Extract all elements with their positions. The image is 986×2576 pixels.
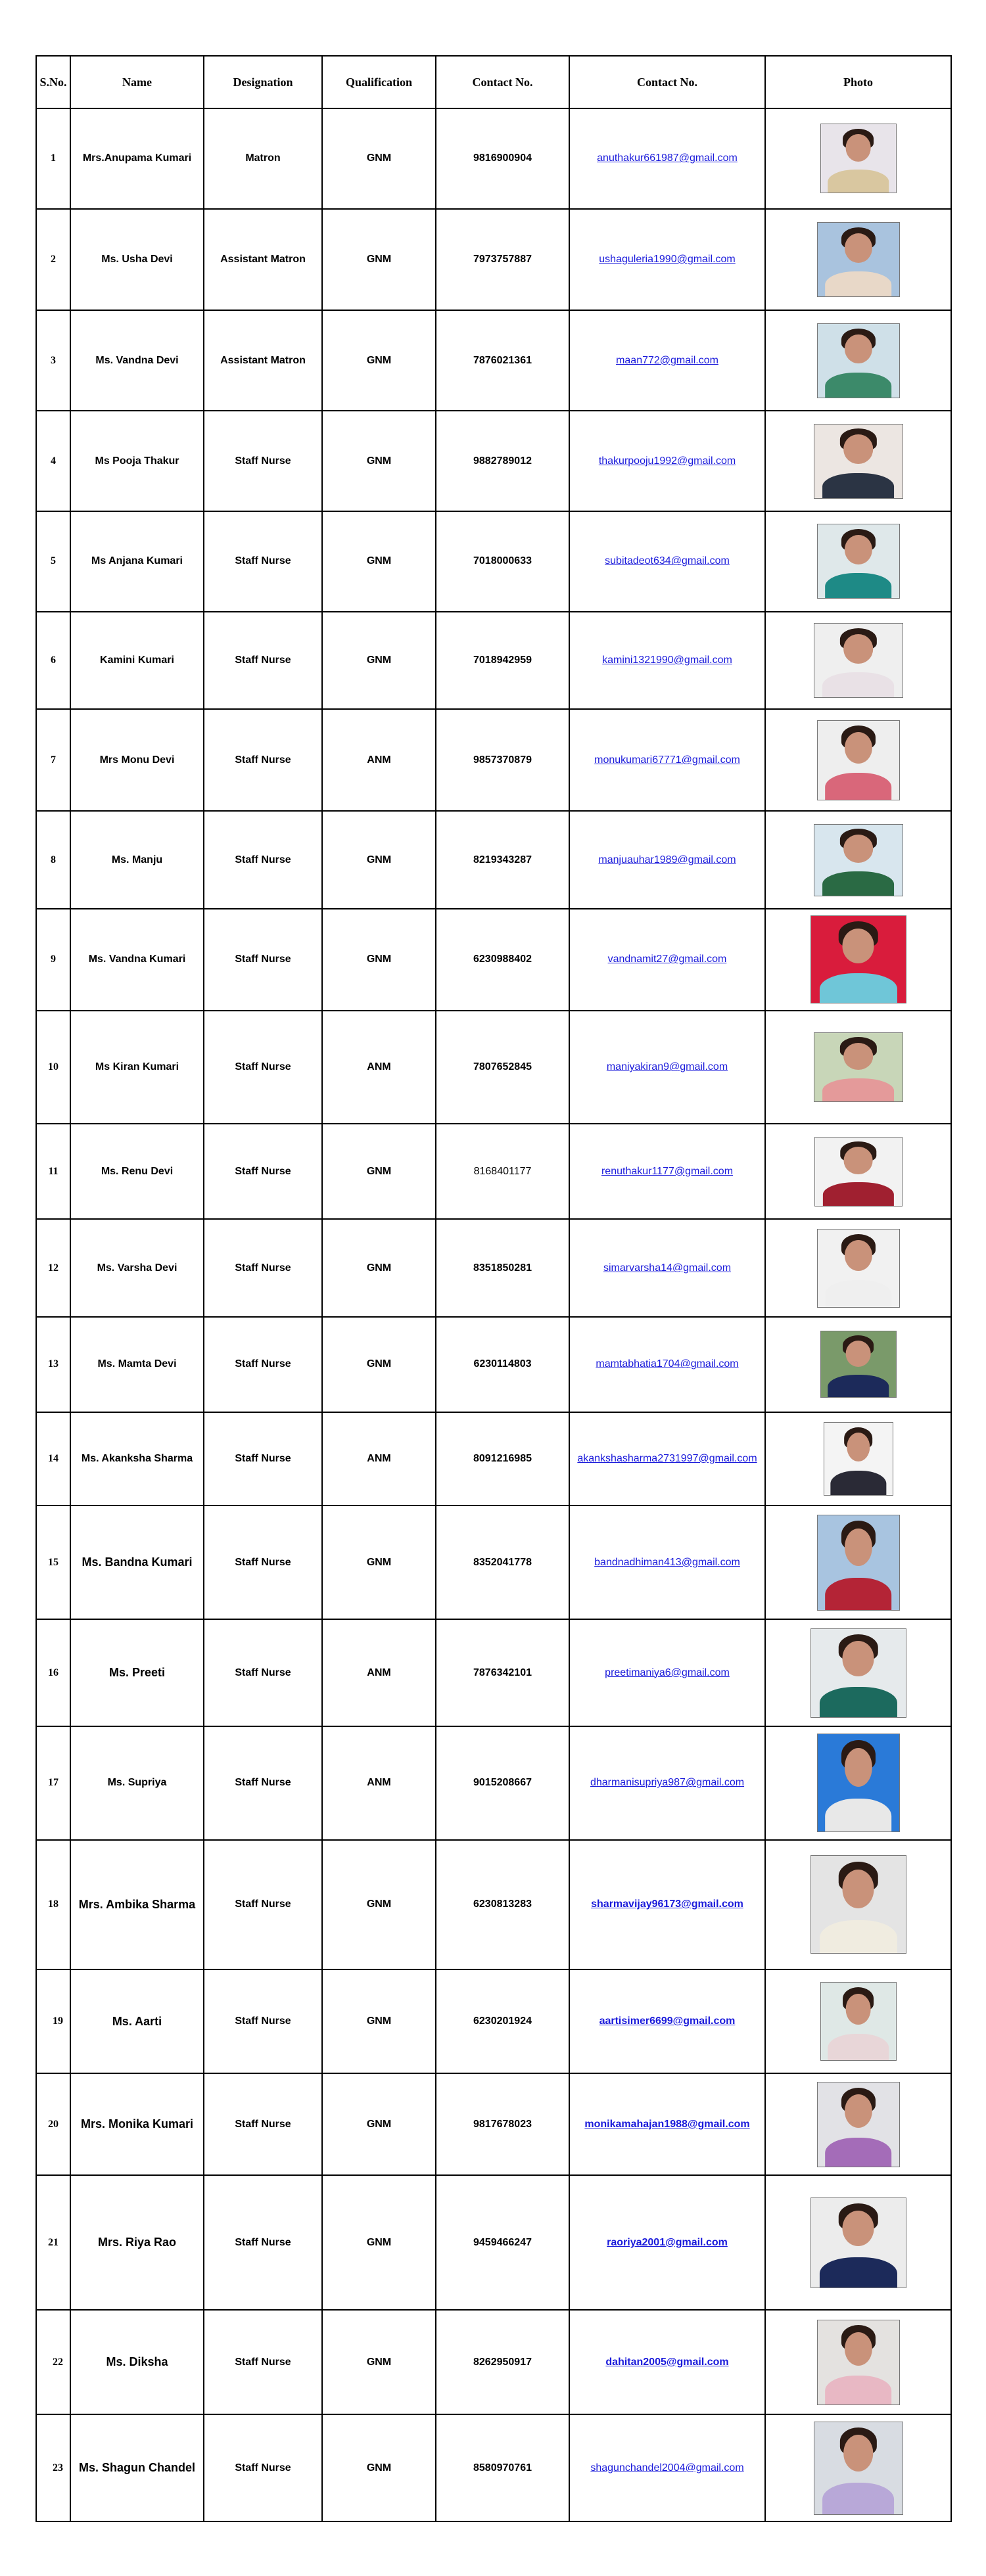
photo-body xyxy=(828,170,889,193)
email-link[interactable]: maan772@gmail.com xyxy=(616,354,718,366)
photo-cell xyxy=(765,108,951,209)
phone-cell: 7973757887 xyxy=(436,209,569,311)
serial-number-cell: 16 xyxy=(36,1619,70,1726)
phone-cell: 8091216985 xyxy=(436,1412,569,1506)
staff-photo xyxy=(810,915,906,1003)
name-cell: Ms. Usha Devi xyxy=(70,209,204,311)
designation-cell: Staff Nurse xyxy=(204,2175,322,2310)
staff-photo xyxy=(820,124,897,193)
photo-cell xyxy=(765,811,951,909)
email-cell xyxy=(569,909,765,1011)
name-cell: Ms. Aarti xyxy=(70,1969,204,2074)
photo-face xyxy=(844,535,872,564)
name-cell: Mrs.Anupama Kumari xyxy=(70,108,204,209)
table-row xyxy=(36,2073,951,2175)
photo-body xyxy=(825,1799,892,1832)
photo-face xyxy=(843,1043,874,1070)
email-link[interactable]: thakurpooju1992@gmail.com xyxy=(598,455,736,467)
serial-number-cell: 2 xyxy=(36,209,70,311)
name-cell: Ms Anjana Kumari xyxy=(70,511,204,612)
email-cell xyxy=(569,1726,765,1840)
header-name: Name xyxy=(70,56,204,108)
photo-body xyxy=(825,573,892,599)
header-qualification: Qualification xyxy=(322,56,436,108)
photo-cell xyxy=(765,2073,951,2175)
photo-body xyxy=(825,373,892,398)
photo-cell xyxy=(765,1969,951,2074)
email-link[interactable]: dharmanisupriya987@gmail.com xyxy=(590,1777,745,1789)
serial-number-cell: 10 xyxy=(36,1011,70,1124)
photo-body xyxy=(825,773,892,800)
table-row xyxy=(36,612,951,710)
email-cell xyxy=(569,709,765,811)
table-row xyxy=(36,811,951,909)
photo-face xyxy=(844,1529,872,1567)
email-cell xyxy=(569,612,765,710)
photo-body xyxy=(825,2138,892,2167)
designation-cell: Matron xyxy=(204,108,322,209)
email-link[interactable]: sharmavijay96173@gmail.com xyxy=(591,1898,743,1910)
photo-body xyxy=(825,2376,892,2405)
photo-face xyxy=(845,1994,871,2025)
photo-face xyxy=(843,2435,874,2472)
phone-cell: 8219343287 xyxy=(436,811,569,909)
table-row xyxy=(36,709,951,811)
name-cell: Ms. Vandna Devi xyxy=(70,310,204,411)
photo-body xyxy=(828,1375,889,1398)
photo-body xyxy=(822,1078,895,1102)
table-row xyxy=(36,310,951,411)
photo-body xyxy=(822,871,895,896)
photo-face xyxy=(844,1748,872,1787)
email-link[interactable]: raoriya2001@gmail.com xyxy=(607,2236,728,2248)
photo-cell xyxy=(765,209,951,311)
photo-face xyxy=(842,2211,874,2246)
table-row xyxy=(36,1124,951,1219)
staff-photo xyxy=(810,1855,906,1954)
designation-cell: Staff Nurse xyxy=(204,1011,322,1124)
designation-cell: Staff Nurse xyxy=(204,1124,322,1219)
qualification-cell: GNM xyxy=(322,1124,436,1219)
table-row xyxy=(36,2414,951,2521)
table-row xyxy=(36,1412,951,1506)
table-row xyxy=(36,1011,951,1124)
photo-body xyxy=(822,1182,893,1206)
designation-cell: Staff Nurse xyxy=(204,811,322,909)
table-row xyxy=(36,1317,951,1412)
email-link[interactable]: preetimaniya6@gmail.com xyxy=(605,1667,730,1678)
table-row xyxy=(36,1969,951,2074)
designation-cell: Staff Nurse xyxy=(204,411,322,511)
serial-number-cell: 18 xyxy=(36,1840,70,1969)
serial-number-cell: 21 xyxy=(36,2175,70,2310)
email-link[interactable]: vandnamit27@gmail.com xyxy=(607,954,727,965)
photo-body xyxy=(819,973,897,1003)
photo-face xyxy=(843,1147,873,1174)
staff-photo xyxy=(817,323,900,398)
serial-number-cell: 20 xyxy=(36,2073,70,2175)
header-designation: Designation xyxy=(204,56,322,108)
table-row xyxy=(36,2175,951,2310)
photo-cell xyxy=(765,909,951,1011)
staff-photo xyxy=(817,1515,900,1611)
qualification-cell: GNM xyxy=(322,1840,436,1969)
serial-number-cell: 15 xyxy=(36,1506,70,1619)
designation-cell: Staff Nurse xyxy=(204,1726,322,1840)
phone-cell: 9882789012 xyxy=(436,411,569,511)
staff-photo xyxy=(814,2422,903,2515)
phone-cell: 9015208667 xyxy=(436,1726,569,1840)
staff-photo xyxy=(824,1422,893,1496)
qualification-cell: GNM xyxy=(322,909,436,1011)
qualification-cell: GNM xyxy=(322,411,436,511)
table-row xyxy=(36,909,951,1011)
photo-face xyxy=(844,2332,872,2366)
table-row xyxy=(36,1726,951,1840)
designation-cell: Staff Nurse xyxy=(204,2073,322,2175)
staff-photo xyxy=(817,1734,900,1832)
email-cell xyxy=(569,2414,765,2521)
qualification-cell: GNM xyxy=(322,811,436,909)
staff-photo xyxy=(814,824,903,896)
name-cell: Ms. Diksha xyxy=(70,2310,204,2414)
serial-number-cell: 7 xyxy=(36,709,70,811)
staff-table xyxy=(35,55,952,2522)
table-row xyxy=(36,1840,951,1969)
email-link[interactable]: simarvarsha14@gmail.com xyxy=(603,1262,732,1274)
photo-face xyxy=(844,732,872,764)
serial-number-cell: 6 xyxy=(36,612,70,710)
photo-cell xyxy=(765,1506,951,1619)
photo-cell xyxy=(765,411,951,511)
email-link[interactable]: akankshasharma2731997@gmail.com xyxy=(577,1452,757,1464)
photo-face xyxy=(844,2094,872,2128)
qualification-cell: GNM xyxy=(322,1506,436,1619)
serial-number-cell: 11 xyxy=(36,1124,70,1219)
email-link[interactable]: mamtabhatia1704@gmail.com xyxy=(596,1358,739,1370)
email-link[interactable]: manjuauhar1989@gmail.com xyxy=(598,854,736,865)
photo-body xyxy=(825,1578,892,1611)
photo-face xyxy=(845,1341,871,1367)
photo-body xyxy=(828,2034,889,2061)
serial-number-cell: 4 xyxy=(36,411,70,511)
qualification-cell: GNM xyxy=(322,2073,436,2175)
designation-cell: Assistant Matron xyxy=(204,209,322,311)
designation-cell: Staff Nurse xyxy=(204,1969,322,2074)
staff-photo xyxy=(820,1331,897,1398)
photo-cell xyxy=(765,1317,951,1412)
email-link[interactable]: aartisimer6699@gmail.com xyxy=(599,2015,736,2027)
name-cell: Ms. Varsha Devi xyxy=(70,1219,204,1317)
photo-face xyxy=(844,1240,872,1271)
name-cell: Mrs. Ambika Sharma xyxy=(70,1840,204,1969)
photo-cell xyxy=(765,310,951,411)
photo-cell xyxy=(765,2414,951,2521)
email-cell xyxy=(569,310,765,411)
photo-cell xyxy=(765,1219,951,1317)
photo-body xyxy=(825,1280,892,1307)
staff-photo xyxy=(817,720,900,800)
phone-cell: 7876342101 xyxy=(436,1619,569,1726)
photo-cell xyxy=(765,1412,951,1506)
phone-cell: 6230114803 xyxy=(436,1317,569,1412)
name-cell: Kamini Kumari xyxy=(70,612,204,710)
phone-cell: 8351850281 xyxy=(436,1219,569,1317)
name-cell: Ms. Manju xyxy=(70,811,204,909)
photo-body xyxy=(822,672,895,698)
photo-face xyxy=(843,434,874,464)
table-row xyxy=(36,411,951,511)
designation-cell: Staff Nurse xyxy=(204,1412,322,1506)
photo-cell xyxy=(765,2175,951,2310)
name-cell: Ms. Preeti xyxy=(70,1619,204,1726)
name-cell: Mrs. Monika Kumari xyxy=(70,2073,204,2175)
qualification-cell: GNM xyxy=(322,2414,436,2521)
table-row xyxy=(36,1506,951,1619)
staff-photo xyxy=(814,623,903,698)
serial-number-cell: 9 xyxy=(36,909,70,1011)
phone-cell: 9816900904 xyxy=(436,108,569,209)
qualification-cell: GNM xyxy=(322,108,436,209)
phone-cell: 6230813283 xyxy=(436,1840,569,1969)
serial-number-cell: 14 xyxy=(36,1412,70,1506)
email-cell xyxy=(569,1317,765,1412)
email-cell xyxy=(569,2073,765,2175)
staff-photo xyxy=(814,1137,903,1207)
serial-number-cell: 17 xyxy=(36,1726,70,1840)
staff-photo xyxy=(814,1032,903,1102)
designation-cell: Staff Nurse xyxy=(204,709,322,811)
photo-cell xyxy=(765,1124,951,1219)
phone-cell: 8352041778 xyxy=(436,1506,569,1619)
name-cell: Ms. Vandna Kumari xyxy=(70,909,204,1011)
designation-cell: Staff Nurse xyxy=(204,2414,322,2521)
name-cell: Ms Kiran Kumari xyxy=(70,1011,204,1124)
staff-photo xyxy=(820,1982,897,2061)
name-cell: Mrs. Riya Rao xyxy=(70,2175,204,2310)
email-link[interactable]: monikamahajan1988@gmail.com xyxy=(584,2118,750,2130)
phone-cell: 7807652845 xyxy=(436,1011,569,1124)
qualification-cell: GNM xyxy=(322,2175,436,2310)
staff-photo xyxy=(810,1628,906,1718)
serial-number-cell: 1 xyxy=(36,108,70,209)
photo-face xyxy=(842,929,874,963)
qualification-cell: GNM xyxy=(322,1969,436,2074)
serial-number-cell: 13 xyxy=(36,1317,70,1412)
email-link[interactable]: renuthakur1177@gmail.com xyxy=(601,1165,734,1177)
staff-photo xyxy=(817,2320,900,2405)
qualification-cell: ANM xyxy=(322,1726,436,1840)
designation-cell: Staff Nurse xyxy=(204,2310,322,2414)
email-cell xyxy=(569,1219,765,1317)
phone-cell: 6230988402 xyxy=(436,909,569,1011)
email-cell xyxy=(569,209,765,311)
email-link[interactable]: ushaguleria1990@gmail.com xyxy=(599,254,736,265)
phone-cell: 7876021361 xyxy=(436,310,569,411)
email-cell xyxy=(569,2310,765,2414)
table-row xyxy=(36,511,951,612)
photo-body xyxy=(830,1471,886,1496)
phone-cell: 6230201924 xyxy=(436,1969,569,2074)
header-contact-phone: Contact No. xyxy=(436,56,569,108)
name-cell: Ms. Renu Devi xyxy=(70,1124,204,1219)
designation-cell: Staff Nurse xyxy=(204,1317,322,1412)
photo-face xyxy=(843,634,874,664)
phone-cell: 7018000633 xyxy=(436,511,569,612)
email-link[interactable]: bandnadhiman413@gmail.com xyxy=(594,1556,740,1568)
email-link[interactable]: kamini1321990@gmail.com xyxy=(602,655,732,666)
serial-number-cell: 5 xyxy=(36,511,70,612)
photo-face xyxy=(843,835,874,863)
email-link[interactable]: maniyakiran9@gmail.com xyxy=(606,1061,728,1073)
name-cell: Ms. Bandna Kumari xyxy=(70,1506,204,1619)
header-photo: Photo xyxy=(765,56,951,108)
name-cell: Ms. Akanksha Sharma xyxy=(70,1412,204,1506)
qualification-cell: ANM xyxy=(322,709,436,811)
email-link[interactable]: monukumari67771@gmail.com xyxy=(594,754,740,766)
table-row xyxy=(36,2310,951,2414)
email-cell xyxy=(569,411,765,511)
email-cell xyxy=(569,1619,765,1726)
phone-cell: 8580970761 xyxy=(436,2414,569,2521)
qualification-cell: GNM xyxy=(322,511,436,612)
photo-body xyxy=(819,2257,897,2288)
email-cell xyxy=(569,108,765,209)
photo-cell xyxy=(765,612,951,710)
designation-cell: Staff Nurse xyxy=(204,511,322,612)
photo-cell xyxy=(765,1726,951,1840)
designation-cell: Staff Nurse xyxy=(204,1619,322,1726)
email-cell xyxy=(569,1969,765,2074)
phone-cell: 8168401177 xyxy=(436,1124,569,1219)
header-sno: S.No. xyxy=(36,56,70,108)
email-cell xyxy=(569,811,765,909)
designation-cell: Staff Nurse xyxy=(204,1840,322,1969)
email-cell xyxy=(569,511,765,612)
designation-cell: Assistant Matron xyxy=(204,310,322,411)
table-row xyxy=(36,108,951,209)
qualification-cell: GNM xyxy=(322,1317,436,1412)
qualification-cell: GNM xyxy=(322,1219,436,1317)
table-row xyxy=(36,209,951,311)
photo-face xyxy=(844,334,872,364)
table-row xyxy=(36,1619,951,1726)
phone-cell: 9857370879 xyxy=(436,709,569,811)
email-cell xyxy=(569,1506,765,1619)
serial-number-cell: 23 xyxy=(36,2414,70,2521)
designation-cell: Staff Nurse xyxy=(204,909,322,1011)
photo-body xyxy=(819,1920,897,1954)
email-link[interactable]: dahitan2005@gmail.com xyxy=(605,2356,729,2368)
designation-cell: Staff Nurse xyxy=(204,1219,322,1317)
qualification-cell: GNM xyxy=(322,209,436,311)
phone-cell: 9817678023 xyxy=(436,2073,569,2175)
photo-cell xyxy=(765,1619,951,1726)
qualification-cell: GNM xyxy=(322,310,436,411)
qualification-cell: GNM xyxy=(322,612,436,710)
staff-photo xyxy=(817,222,900,297)
photo-face xyxy=(842,1870,874,1908)
qualification-cell: GNM xyxy=(322,2310,436,2414)
email-cell xyxy=(569,1011,765,1124)
name-cell: Ms. Shagun Chandel xyxy=(70,2414,204,2521)
email-link[interactable]: shagunchandel2004@gmail.com xyxy=(590,2462,744,2473)
photo-body xyxy=(822,473,895,499)
photo-face xyxy=(845,134,871,162)
email-cell xyxy=(569,2175,765,2310)
serial-number-cell: 19 xyxy=(36,1969,70,2074)
email-cell xyxy=(569,1124,765,1219)
photo-body xyxy=(819,1687,897,1718)
email-cell xyxy=(569,1840,765,1969)
qualification-cell: ANM xyxy=(322,1412,436,1506)
staff-photo xyxy=(817,524,900,599)
qualification-cell: ANM xyxy=(322,1011,436,1124)
designation-cell: Staff Nurse xyxy=(204,612,322,710)
name-cell: Ms. Mamta Devi xyxy=(70,1317,204,1412)
phone-cell: 9459466247 xyxy=(436,2175,569,2310)
photo-cell xyxy=(765,2310,951,2414)
email-link[interactable]: subitadeot634@gmail.com xyxy=(605,555,730,567)
name-cell: Ms Pooja Thakur xyxy=(70,411,204,511)
designation-cell: Staff Nurse xyxy=(204,1506,322,1619)
staff-photo xyxy=(817,2082,900,2167)
serial-number-cell: 22 xyxy=(36,2310,70,2414)
email-link[interactable]: anuthakur661987@gmail.com xyxy=(597,152,738,164)
email-cell xyxy=(569,1412,765,1506)
header-contact-email: Contact No. xyxy=(569,56,765,108)
photo-cell xyxy=(765,511,951,612)
photo-face xyxy=(842,1641,874,1676)
serial-number-cell: 3 xyxy=(36,310,70,411)
photo-face xyxy=(847,1433,870,1461)
photo-cell xyxy=(765,1011,951,1124)
photo-body xyxy=(825,271,892,297)
photo-body xyxy=(822,2483,895,2515)
photo-face xyxy=(844,233,872,263)
name-cell: Ms. Supriya xyxy=(70,1726,204,1840)
photo-cell xyxy=(765,709,951,811)
photo-cell xyxy=(765,1840,951,1969)
staff-photo xyxy=(810,2197,906,2288)
serial-number-cell: 8 xyxy=(36,811,70,909)
phone-cell: 8262950917 xyxy=(436,2310,569,2414)
staff-photo xyxy=(817,1229,900,1308)
qualification-cell: ANM xyxy=(322,1619,436,1726)
name-cell: Mrs Monu Devi xyxy=(70,709,204,811)
serial-number-cell: 12 xyxy=(36,1219,70,1317)
header-row xyxy=(36,56,951,108)
staff-photo xyxy=(814,424,903,499)
table-row xyxy=(36,1219,951,1317)
phone-cell: 7018942959 xyxy=(436,612,569,710)
